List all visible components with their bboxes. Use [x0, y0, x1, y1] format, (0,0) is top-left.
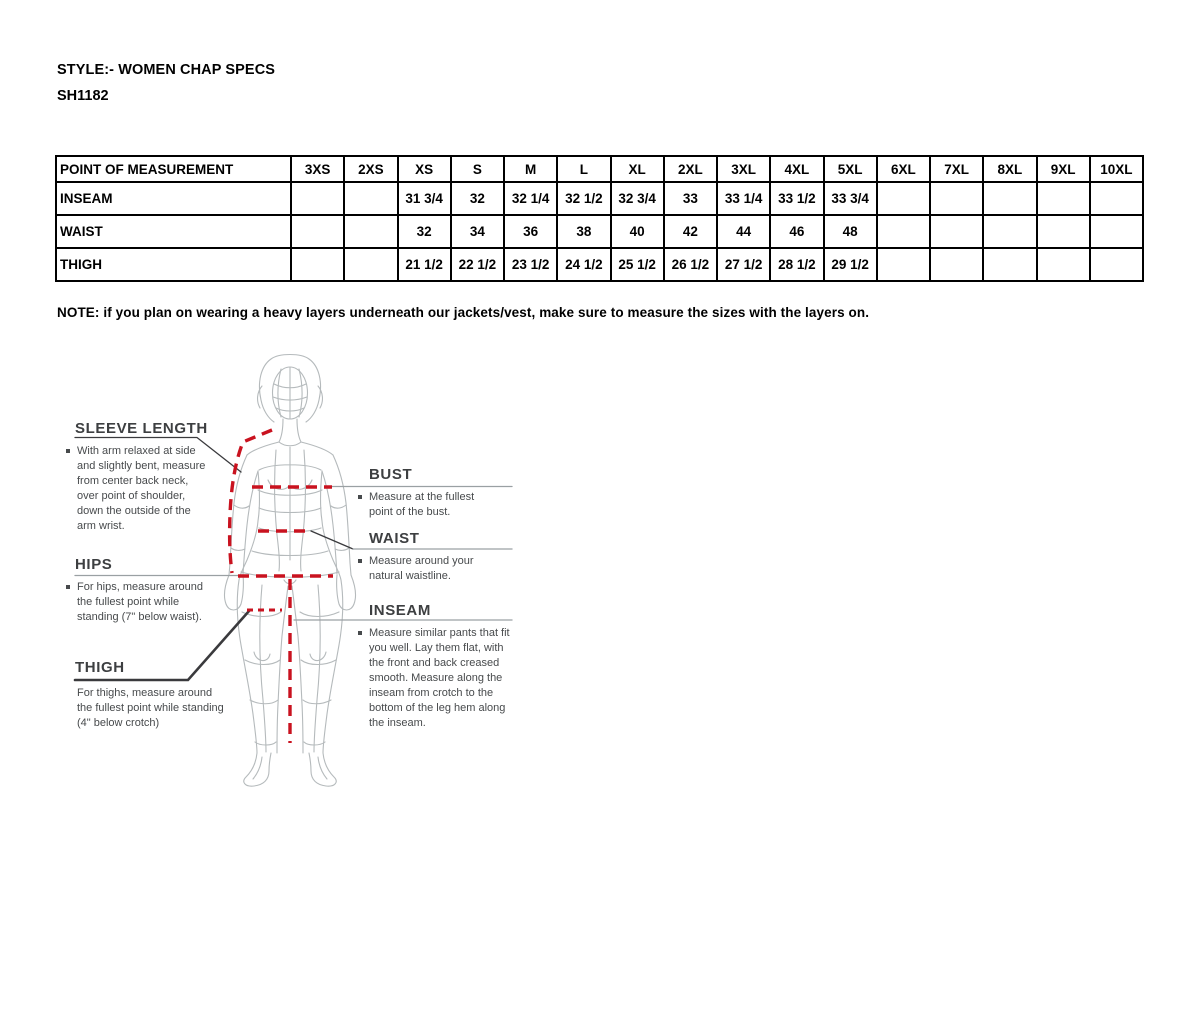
column-header-size: 5XL	[824, 156, 877, 182]
guide-text-thigh	[77, 686, 225, 731]
size-cell: 23 1/2	[504, 248, 557, 281]
neck-lines	[279, 419, 301, 446]
size-cell: 33 1/2	[770, 182, 823, 215]
size-cell: 21 1/2	[398, 248, 451, 281]
size-cell	[930, 248, 983, 281]
guide-paragraph: For hips, measure around the fullest point while standing (7" below waist).	[77, 581, 203, 623]
column-header-size: 7XL	[930, 156, 983, 182]
guide-heading-waist: WAIST	[369, 530, 420, 547]
bullet-square-icon	[358, 495, 362, 499]
bullet-square-icon	[66, 585, 70, 589]
guide-heading-inseam: INSEAM	[369, 602, 431, 619]
size-cell: 33 1/4	[717, 182, 770, 215]
guide-text-hips	[66, 580, 218, 625]
bullet-square-icon	[66, 449, 70, 453]
size-cell: 32	[398, 215, 451, 248]
guide-heading-sleeve-length: SLEEVE LENGTH	[75, 420, 208, 437]
size-cell: 28 1/2	[770, 248, 823, 281]
size-cell	[877, 182, 930, 215]
column-header-size: 10XL	[1090, 156, 1143, 182]
column-header-size: 2XS	[344, 156, 397, 182]
size-cell	[877, 215, 930, 248]
size-cell: 32	[451, 182, 504, 215]
size-cell: 24 1/2	[557, 248, 610, 281]
size-cell: 32 3/4	[611, 182, 664, 215]
size-cell: 31 3/4	[398, 182, 451, 215]
size-cell: 25 1/2	[611, 248, 664, 281]
size-cell: 33	[664, 182, 717, 215]
size-cell: 22 1/2	[451, 248, 504, 281]
size-chart-table	[55, 155, 1144, 282]
size-cell: 36	[504, 215, 557, 248]
left-arm	[225, 455, 258, 610]
guide-heading-thigh: THIGH	[75, 659, 125, 676]
column-header-size: L	[557, 156, 610, 182]
size-cell: 32 1/4	[504, 182, 557, 215]
waist-callout-diagonal	[311, 531, 353, 549]
size-cell: 27 1/2	[717, 248, 770, 281]
column-header-size: M	[504, 156, 557, 182]
guide-text-inseam	[358, 626, 510, 731]
table-row	[56, 182, 1143, 215]
bullet-square-icon	[358, 631, 362, 635]
size-cell	[1090, 182, 1143, 215]
column-header-size: 4XL	[770, 156, 823, 182]
guide-paragraph: For thighs, measure around the fullest point while standing (4" below crotch)	[77, 687, 224, 729]
size-cell	[344, 182, 397, 215]
column-header-size: XS	[398, 156, 451, 182]
column-header-size: 2XL	[664, 156, 717, 182]
column-header-size: S	[451, 156, 504, 182]
size-table-body	[56, 182, 1143, 281]
size-cell: 38	[557, 215, 610, 248]
column-header-size: 9XL	[1037, 156, 1090, 182]
row-label: INSEAM	[56, 182, 291, 215]
table-row	[56, 215, 1143, 248]
bullet-square-icon	[358, 559, 362, 563]
style-code: SH1182	[57, 88, 109, 104]
guide-paragraph: Measure around your natural waistline.	[369, 555, 474, 582]
row-label: WAIST	[56, 215, 291, 248]
page-title: STYLE:- WOMEN CHAP SPECS	[57, 62, 276, 78]
size-cell: 33 3/4	[824, 182, 877, 215]
guide-heading-hips: HIPS	[75, 556, 113, 573]
size-cell: 46	[770, 215, 823, 248]
size-cell: 29 1/2	[824, 248, 877, 281]
size-cell: 48	[824, 215, 877, 248]
title-block	[57, 62, 275, 104]
column-header-size: 6XL	[877, 156, 930, 182]
guide-heading-bust: BUST	[369, 466, 413, 483]
guide-paragraph: Measure similar pants that fit you well. Lay them flat, with the front and back creased smooth. Measure along the inseam from crotch to the bottom of the leg hem along the inseam.	[369, 627, 510, 729]
size-cell	[877, 248, 930, 281]
size-cell: 42	[664, 215, 717, 248]
right-arm	[322, 455, 355, 610]
size-cell	[291, 215, 344, 248]
torso-mesh	[241, 447, 339, 577]
size-cell: 32 1/2	[557, 182, 610, 215]
guide-paragraph: Measure at the fullest point of the bust.	[369, 491, 475, 518]
size-cell: 26 1/2	[664, 248, 717, 281]
size-cell	[1037, 248, 1090, 281]
guide-text-waist	[358, 554, 498, 584]
size-cell	[291, 182, 344, 215]
size-cell	[1037, 182, 1090, 215]
column-header-size: 8XL	[983, 156, 1036, 182]
note-text: NOTE: if you plan on wearing a heavy layers underneath our jackets/vest, make sure to measure the sizes with the layers on.	[57, 305, 870, 320]
column-header-point-of-measurement: POINT OF MEASUREMENT	[56, 156, 291, 182]
size-table-header-row	[56, 156, 1143, 182]
female-body-wireframe	[225, 355, 356, 787]
size-cell	[930, 182, 983, 215]
size-cell	[1090, 248, 1143, 281]
feet-outline	[244, 753, 336, 786]
size-cell: 34	[451, 215, 504, 248]
column-header-size: 3XL	[717, 156, 770, 182]
size-cell	[344, 215, 397, 248]
size-cell	[930, 215, 983, 248]
size-cell: 40	[611, 215, 664, 248]
size-cell	[983, 215, 1036, 248]
size-cell	[344, 248, 397, 281]
size-cell	[983, 182, 1036, 215]
row-label: THIGH	[56, 248, 291, 281]
column-header-size: XL	[611, 156, 664, 182]
table-row	[56, 248, 1143, 281]
guide-paragraph: With arm relaxed at side and slightly bent, measure from center back neck, over point of shoulder, down the outside of the arm wrist.	[77, 445, 206, 532]
size-cell	[1090, 215, 1143, 248]
size-cell	[291, 248, 344, 281]
guide-text-sleeve-length	[66, 444, 211, 534]
size-cell	[1037, 215, 1090, 248]
size-cell: 44	[717, 215, 770, 248]
column-header-size: 3XS	[291, 156, 344, 182]
guide-text-bust	[358, 490, 498, 520]
size-cell	[983, 248, 1036, 281]
